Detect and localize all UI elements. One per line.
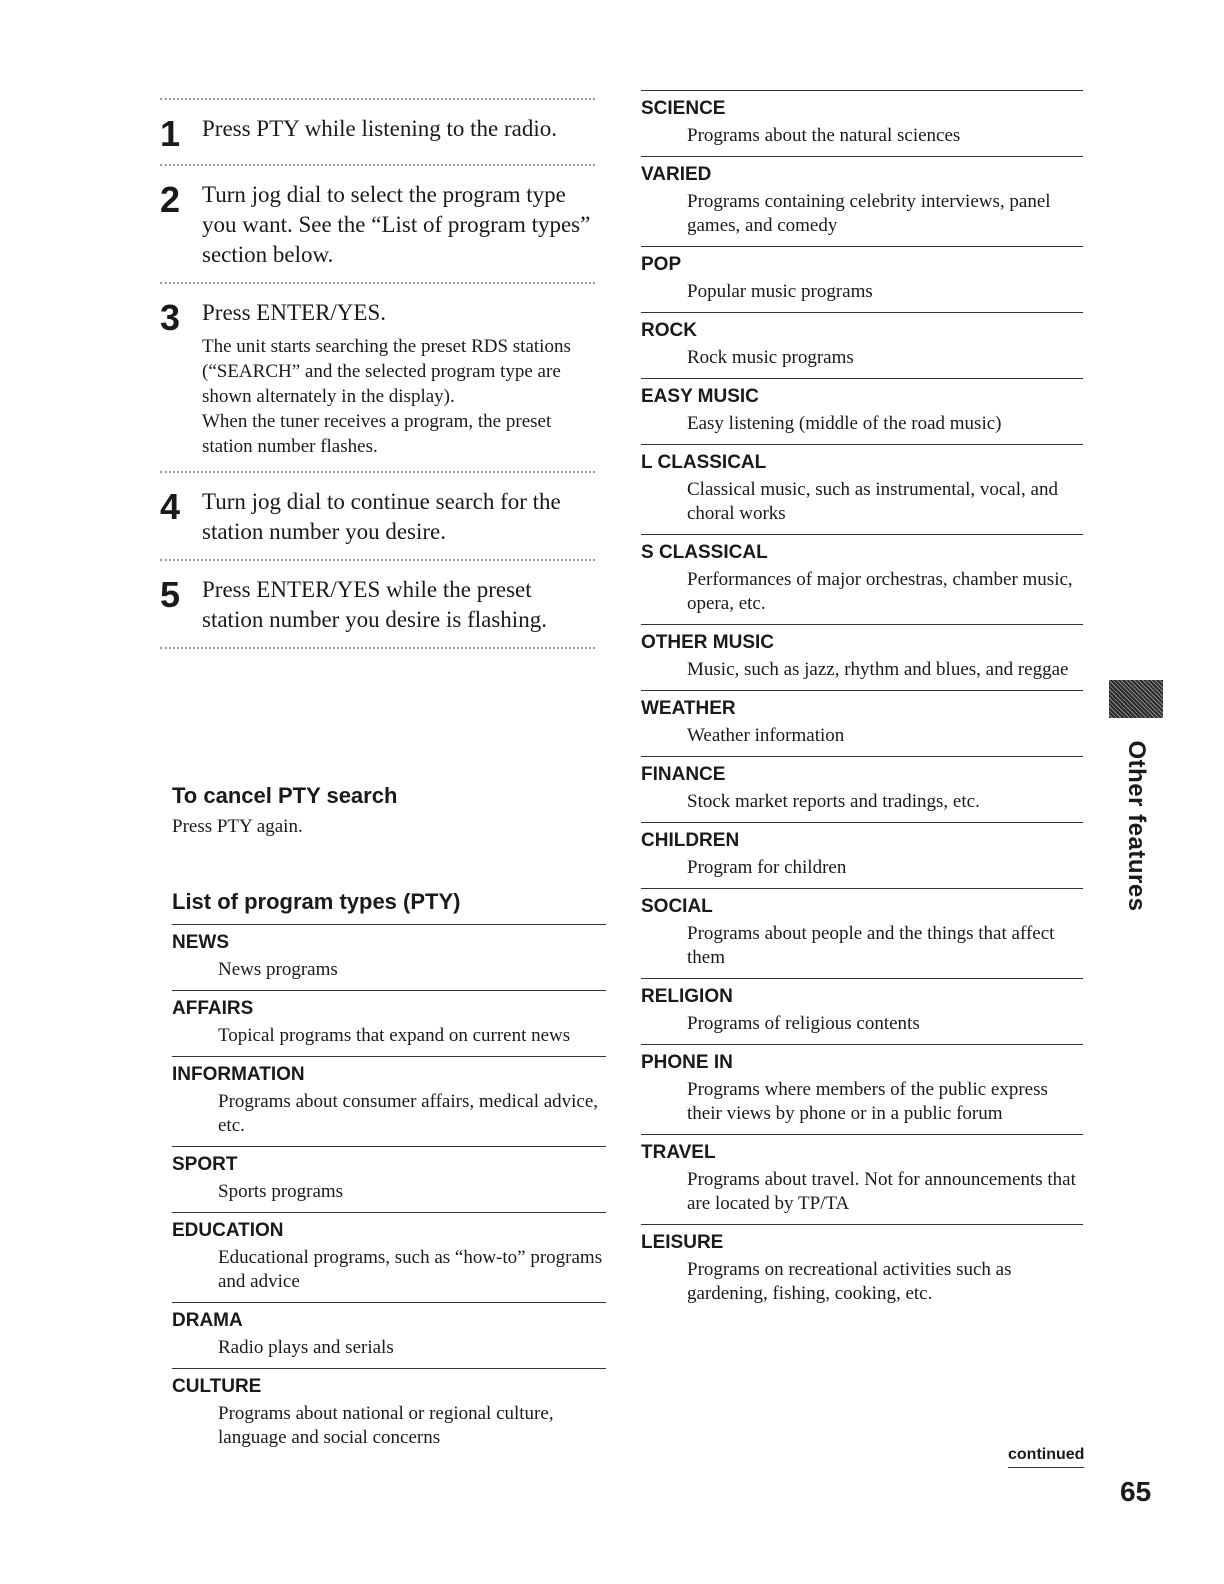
step-text: Press ENTER/YES. — [202, 300, 386, 325]
pty-name: INFORMATION — [172, 1064, 305, 1085]
pty-description: Programs about the natural sciences — [687, 125, 961, 146]
step-text: Press PTY while listening to the radio. — [202, 116, 557, 141]
pty-description: Classical music, such as instrumental, vocal, and choral works — [687, 479, 1058, 524]
step-text: Turn jog dial to select the program type you want. See the “List of program types” section below. — [202, 182, 591, 267]
pty-name: EASY MUSIC — [641, 386, 759, 407]
pty-description: Educational programs, such as “how-to” programs and advice — [218, 1247, 603, 1292]
pty-name: LEISURE — [641, 1232, 724, 1253]
pty-description: Stock market reports and tradings, etc. — [687, 791, 980, 812]
pty-item — [641, 247, 1083, 313]
pty-item — [172, 1213, 606, 1303]
pty-item — [641, 445, 1083, 535]
pty-name: CHILDREN — [641, 830, 740, 851]
pty-name: AFFAIRS — [172, 998, 254, 1019]
step-number: 1 — [160, 113, 181, 154]
pty-item — [641, 823, 1083, 889]
pty-list-right — [641, 90, 1083, 1314]
pty-description: Sports programs — [218, 1181, 344, 1202]
section-tab-marker — [1109, 680, 1163, 718]
pty-item — [641, 757, 1083, 823]
pty-item — [641, 979, 1083, 1045]
pty-description: Programs on recreational activities such as gardening, fishing, cooking, etc. — [687, 1259, 1012, 1304]
pty-description: Programs containing celebrity interviews, panel games, and comedy — [687, 191, 1051, 236]
continued-label: continued — [1008, 1444, 1084, 1468]
pty-name: L CLASSICAL — [641, 452, 767, 473]
pty-name: VARIED — [641, 164, 712, 185]
pty-name: S CLASSICAL — [641, 542, 768, 563]
pty-name: FINANCE — [641, 764, 726, 785]
step-note-line: When the tuner receives a program, the preset station number flashes. — [202, 411, 552, 457]
step-text: Press ENTER/YES while the preset station number you desire is flashing. — [202, 577, 547, 632]
pty-description: Radio plays and serials — [218, 1337, 394, 1358]
pty-item — [641, 889, 1083, 979]
pty-item — [641, 535, 1083, 625]
pty-list — [641, 91, 1083, 1314]
pty-item — [172, 1057, 606, 1147]
pty-item — [641, 625, 1083, 691]
pty-item — [172, 1303, 606, 1369]
pty-description: News programs — [218, 959, 338, 980]
pty-item — [172, 1147, 606, 1213]
pty-name: SCIENCE — [641, 98, 726, 119]
step-note-line: The unit starts searching the preset RDS stations (“SEARCH” and the selected program type are shown alternately in the display). — [202, 336, 571, 407]
pty-description: Topical programs that expand on current news — [218, 1025, 571, 1046]
pty-name: TRAVEL — [641, 1142, 716, 1163]
cancel-heading: To cancel PTY search — [172, 783, 398, 808]
pty-item — [641, 379, 1083, 445]
cancel-section — [172, 782, 602, 840]
pty-name: RELIGION — [641, 986, 733, 1007]
pty-name: NEWS — [172, 932, 229, 953]
step-number: 4 — [160, 486, 181, 527]
pty-item — [641, 1045, 1083, 1135]
pty-description: Programs where members of the public express their views by phone or in a public forum — [687, 1079, 1048, 1124]
steps-section — [160, 98, 595, 649]
step-number: 5 — [160, 574, 181, 615]
step-text: Turn jog dial to continue search for the station number you desire. — [202, 489, 561, 544]
pty-name: CULTURE — [172, 1376, 262, 1397]
pty-item — [641, 691, 1083, 757]
pty-list — [172, 925, 606, 1458]
pty-description: Weather information — [687, 725, 845, 746]
pty-description: Rock music programs — [687, 347, 854, 368]
pty-item — [641, 1135, 1083, 1225]
pty-name: DRAMA — [172, 1310, 243, 1331]
step-number: 2 — [160, 179, 181, 220]
pty-description: Easy listening (middle of the road music) — [687, 413, 1002, 434]
pty-item — [641, 313, 1083, 379]
pty-description: Programs about national or regional culture, language and social concerns — [218, 1403, 554, 1448]
step-divider — [160, 647, 595, 649]
page-number: 65 — [1120, 1476, 1152, 1507]
pty-name: WEATHER — [641, 698, 736, 719]
step-note — [202, 334, 595, 459]
pty-name: PHONE IN — [641, 1052, 733, 1073]
pty-description: Programs about travel. Not for announcements that are located by TP/TA — [687, 1169, 1076, 1214]
pty-description: Programs of religious contents — [687, 1013, 920, 1034]
pty-description: Programs about consumer affairs, medical advice, etc. — [218, 1091, 599, 1136]
pty-list-heading: List of program types (PTY) — [172, 888, 606, 925]
step-4 — [160, 473, 595, 559]
pty-item — [641, 157, 1083, 247]
pty-name: POP — [641, 254, 682, 275]
pty-item — [641, 91, 1083, 157]
pty-name: ROCK — [641, 320, 697, 341]
pty-description: Performances of major orchestras, chamber music, opera, etc. — [687, 569, 1073, 614]
pty-item — [172, 1369, 606, 1458]
pty-item — [641, 1225, 1083, 1314]
pty-item — [172, 991, 606, 1057]
step-5 — [160, 561, 595, 647]
step-2 — [160, 166, 595, 282]
pty-name: SPORT — [172, 1154, 238, 1175]
pty-description: Popular music programs — [687, 281, 873, 302]
pty-item — [172, 925, 606, 991]
pty-name: EDUCATION — [172, 1220, 284, 1241]
step-number: 3 — [160, 297, 181, 338]
step-1 — [160, 100, 595, 164]
step-3 — [160, 284, 595, 471]
pty-name: SOCIAL — [641, 896, 713, 917]
pty-description: Programs about people and the things that affect them — [687, 923, 1055, 968]
pty-description: Music, such as jazz, rhythm and blues, and reggae — [687, 659, 1069, 680]
pty-name: OTHER MUSIC — [641, 632, 774, 653]
section-tab-label: Other features — [1123, 740, 1150, 912]
pty-description: Program for children — [687, 857, 847, 878]
pty-list-left — [172, 888, 606, 1458]
cancel-text: Press PTY again. — [172, 816, 303, 837]
